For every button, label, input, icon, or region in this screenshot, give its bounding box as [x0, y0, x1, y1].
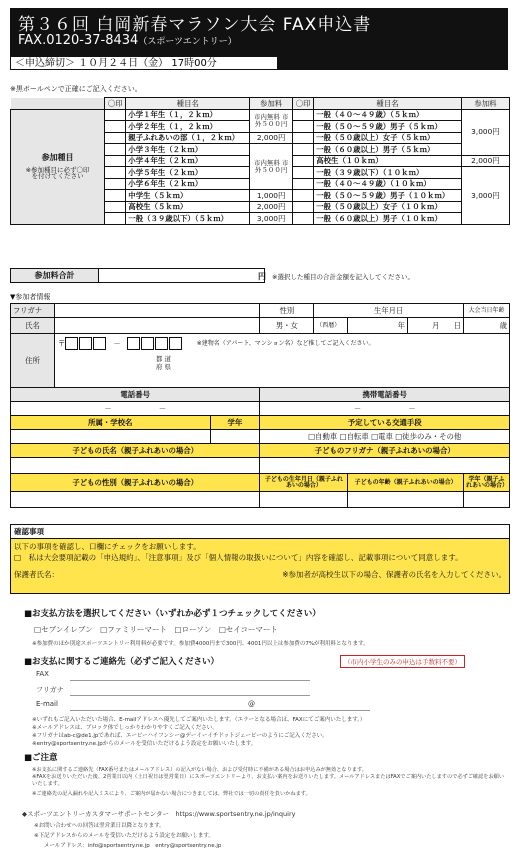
- event-name: 一般（５０歳以上）女子（５ｋｍ）: [314, 132, 462, 144]
- year-label: 年: [348, 318, 408, 334]
- furigana-field-label: フリガナ: [36, 686, 64, 694]
- category-cell: [11, 109, 105, 224]
- name-field[interactable]: [54, 318, 259, 334]
- transport-label: 予定している交通手段: [260, 416, 510, 430]
- child-grade-label: 学年（親子ふれあいの場合）: [463, 474, 509, 492]
- confirm-agree-checkbox[interactable]: □ 私は大会要項記載の「申込規約」、「注意事項」及び「個人情報の取扱いについて」内容を確認し、記載事項について同意します。: [14, 553, 463, 562]
- contact-note-1: ※いずれもご記入いただいた場合、E-mailアドレスへ優先してご案内いたします。（エラーとなる場合は、FAXにてご案内いたします。）: [32, 717, 366, 723]
- event-name: 一般（４０～４９歳）（１０ｋｍ）: [314, 178, 462, 190]
- event-fee: 3,000円: [250, 213, 293, 225]
- child-gender-label: 子どもの性別（親子ふれあいの場合）: [11, 474, 260, 492]
- event-name: 一般（３９歳以下）（５ｋｍ）: [126, 213, 250, 225]
- email-field-label: E-mail: [36, 700, 58, 708]
- child-age-field[interactable]: [348, 492, 464, 508]
- mark-cell[interactable]: [293, 132, 314, 144]
- support-line[interactable]: ◆スポーツエントリーカスタマーサポートセンター https://www.sportsentry.ne.jp/inquiry: [22, 810, 296, 818]
- notice: ※黒ボールペンで正確にご記入ください。: [10, 85, 142, 93]
- school-label: 所属・学校名: [11, 416, 211, 430]
- event-name: 中学生（５ｋｍ）: [126, 190, 250, 202]
- fax-sub: （スポーツエントリー）: [138, 37, 237, 47]
- event-name: 小学２年生（１，２ｋｍ）: [126, 121, 250, 133]
- event-name: 小学１年生（１，２ｋｍ）: [126, 109, 250, 121]
- col-mark-2: 〇印: [293, 98, 314, 110]
- contact-heading: ■お支払に関するご連絡先（必ずご記入ください）: [24, 657, 220, 667]
- deadline: ＜申込締切＞ １０月２４日（金） 17時00分: [10, 56, 278, 70]
- contact-note-2: ※メールアドレスは、ブロック体でしっかりわかりやすくご記入ください。: [32, 725, 218, 731]
- mark-cell[interactable]: [293, 213, 314, 225]
- child-furigana-field[interactable]: [260, 458, 510, 474]
- birth-label: 生年月日: [314, 304, 464, 318]
- event-name: 一般（３９歳以下）（１０ｋｍ）: [314, 167, 462, 179]
- events-table: [10, 97, 510, 225]
- gender-values[interactable]: 男・女: [260, 318, 314, 334]
- name-label: 氏名: [11, 318, 55, 334]
- col-name-2: 種目名: [314, 98, 462, 110]
- address-field[interactable]: [54, 334, 509, 388]
- child-age-label: 子どもの年齢（親子ふれあいの場合）: [348, 474, 464, 492]
- fax-label: FAX.0120-37-8434: [18, 33, 139, 48]
- furigana-line[interactable]: [70, 695, 310, 696]
- gender-label: 性別: [260, 304, 314, 318]
- fax-line[interactable]: [70, 680, 310, 681]
- fee-right-c: 3,000円: [461, 167, 509, 225]
- caution-2: ※FAXをお送りいただいた後、2営業日以内（土日祝日は翌営業日）にスポーツエントリーより、お支払い案内をお送りいたします。メールアドレスまたはFAXでご案内いたしますので必ずご確認をお願いいたします。: [32, 774, 505, 787]
- fee-right-a: 3,000円: [461, 109, 509, 155]
- caution-1: ※お支払に関するご連絡先（FAX番号またはメールアドレス）の記入がない場合、および受付時に不備がある場合はお申込みが無効となります。: [32, 767, 367, 773]
- mark-cell[interactable]: [105, 144, 126, 156]
- child-birth-label: 子どもの生年月日（親子ふれあいの場合）: [260, 474, 348, 492]
- mark-cell[interactable]: [293, 178, 314, 190]
- guardian-label[interactable]: 保護者氏名：: [14, 570, 59, 580]
- mark-cell[interactable]: [105, 132, 126, 144]
- col-fee: 参加料: [250, 98, 293, 110]
- contact-note-3: ※フリガナはab-c@de1.jpであれば、エービーハイフンシー@デーイーイチドットジェーピーのようにご記入ください。: [32, 733, 328, 739]
- mark-cell[interactable]: [105, 178, 126, 190]
- mark-cell[interactable]: [293, 121, 314, 133]
- mark-cell[interactable]: [293, 155, 314, 167]
- caution-heading: ■ご注意: [24, 753, 58, 763]
- mark-cell[interactable]: [105, 155, 126, 167]
- address-note: ※建物名（アパート、マンション名）など推してご記入ください。: [196, 339, 375, 347]
- mobile-field[interactable]: [260, 402, 510, 416]
- event-fee: 2,000円: [250, 201, 293, 213]
- mark-cell[interactable]: [105, 213, 126, 225]
- postal-box[interactable]: [79, 337, 92, 350]
- child-birth-field[interactable]: [260, 492, 348, 508]
- event-name: 小学６年生（２ｋｍ）: [126, 178, 250, 190]
- child-grade-field[interactable]: [463, 492, 509, 508]
- postal-box[interactable]: [65, 337, 78, 350]
- support-note-1: ※お問い合わせへの回答は翌営業日以降となります。: [34, 823, 165, 829]
- phone-label: 電話番号: [11, 388, 260, 402]
- guardian-note: ※参加者が高校生以下の場合、保護者の氏名を入力してください。: [282, 570, 506, 580]
- child-name-field[interactable]: [11, 458, 260, 474]
- postal-mark: 〒: [57, 338, 66, 348]
- event-name: 一般（５０～５９歳）男子（１０ｋｍ）: [314, 190, 462, 202]
- postal-box[interactable]: [93, 337, 106, 350]
- postal-box[interactable]: [127, 337, 140, 350]
- mark-cell[interactable]: [105, 167, 126, 179]
- mark-cell[interactable]: [293, 144, 314, 156]
- event-name: 一般（６０歳以上）男子（１０ｋｍ）: [314, 213, 462, 225]
- mark-cell[interactable]: [293, 190, 314, 202]
- event-fee: 1,000円: [250, 190, 293, 202]
- col-mark: 〇印: [105, 98, 126, 110]
- store-options[interactable]: □セブンイレブン □ファミリーマート □ローソン □セイコーマート: [34, 625, 278, 634]
- school-field[interactable]: [11, 430, 211, 444]
- era-label: （西暦）: [314, 318, 348, 334]
- city-note: （市内小学生のみの申込は手数料不要）: [340, 655, 465, 668]
- month-day: [408, 318, 464, 334]
- event-fee: 2,000円: [250, 132, 293, 144]
- total-unit: 円: [258, 272, 266, 281]
- grade-label: 学年: [210, 416, 260, 430]
- mobile-dash: －: [353, 403, 362, 413]
- total-note: ※選択した種目の合計金額を記入してください。: [272, 273, 414, 281]
- total-table: [10, 268, 265, 283]
- email-line[interactable]: [70, 710, 370, 711]
- event-name: 小学５年生（２ｋｍ）: [126, 167, 250, 179]
- contact-note-4: ※entry@sportsentry.ne.jpからのメールを受信いただけるよう設定をお願いいたします。: [32, 741, 257, 747]
- event-name: 高校生（５ｋｍ）: [126, 201, 250, 213]
- total-label: 参加料合計: [11, 269, 99, 283]
- mark-cell[interactable]: [105, 190, 126, 202]
- col-name: 種目名: [126, 98, 250, 110]
- support-emails: メールアドレス：info@sportsentry.ne.jp entry@sportsentry.ne.jp: [44, 843, 222, 849]
- event-name: 小学４年生（２ｋｍ）: [126, 155, 250, 167]
- mobile-label: 携帯電話番号: [260, 388, 510, 402]
- mark-cell[interactable]: [293, 109, 314, 121]
- col-fee-2: 参加料: [461, 98, 509, 110]
- event-name: 小学３年生（２ｋｍ）: [126, 144, 250, 156]
- child-gender-field[interactable]: [11, 492, 260, 508]
- mark-cell[interactable]: [105, 121, 126, 133]
- guardian-row: [11, 562, 509, 580]
- postal-dash: －: [113, 338, 121, 348]
- postal-box[interactable]: [141, 337, 154, 350]
- mobile-dash: －: [408, 403, 416, 413]
- category-label: 参加種目: [41, 152, 74, 162]
- grade-field[interactable]: [210, 430, 260, 444]
- child-name-label: 子どもの氏名（親子ふれあいの場合）: [11, 444, 260, 458]
- event-name: 一般（５０～５９歳）男子（５ｋｍ）: [314, 121, 462, 133]
- email-at: @: [248, 700, 255, 708]
- age-unit: 歳: [463, 318, 509, 334]
- fee-note: ※参加費のほか別途スポーツエントリー利用料が必要です。参加費4000円まで300円、4001円以上は参加費の7%が利用料となります。: [32, 641, 369, 647]
- payment-section: [10, 603, 510, 861]
- postal-box[interactable]: [155, 337, 168, 350]
- fee-right-b: 2,000円: [461, 155, 509, 167]
- furigana-label: フリガナ: [11, 304, 55, 318]
- event-name: 親子ふれあいの部（１，２ｋｍ）: [126, 132, 250, 144]
- child-furigana-label: 子どものフリガナ（親子ふれあいの場合）: [260, 444, 510, 458]
- category-note-1: ※参加種目に必ず〇印: [25, 165, 90, 174]
- address-label: 住所: [11, 334, 55, 388]
- confirm-line1: 以下の事項を確認し、口欄にチェックをお願いします。: [14, 542, 201, 551]
- blank-cell: [11, 98, 105, 110]
- confirm-title: 確認事項: [11, 525, 509, 539]
- event-name: 一般（５０歳以上）女子（１０ｋｍ）: [314, 201, 462, 213]
- total-amount-field[interactable]: [99, 269, 265, 283]
- fee-group-1: 市内無料 市外５００円: [250, 109, 293, 132]
- mark-cell[interactable]: [105, 109, 126, 121]
- category-note-2: を付けてください: [31, 172, 84, 180]
- mark-cell[interactable]: [105, 201, 126, 213]
- payment-heading: ■お支払方法を選択してください（いずれか必ず１つチェックしてください）: [24, 609, 321, 619]
- month-label: 月: [432, 320, 440, 330]
- day-label: 日: [453, 320, 461, 330]
- participant-table: [10, 303, 510, 508]
- furigana-field[interactable]: [54, 304, 259, 318]
- fee-group-2: 市内無料 市外５００円: [250, 144, 293, 190]
- prefecture-label: 都 道 府 県: [155, 355, 172, 371]
- confirm-section: [10, 524, 510, 594]
- support-note-2: ※下記アドレスからのメールを受信いただけるよう設定をお願いします。: [34, 833, 214, 839]
- fax-field-label: FAX: [36, 670, 49, 678]
- mark-cell[interactable]: [293, 167, 314, 179]
- fax-number: [18, 33, 237, 48]
- phone-dash: －: [104, 403, 112, 413]
- event-name: 高校生（１０ｋｍ）: [314, 155, 462, 167]
- postal-box[interactable]: [169, 337, 182, 350]
- participant-heading: ▼参加者情報: [10, 293, 51, 301]
- age-head: 大会当日年齢: [463, 304, 509, 318]
- caution-3: ※ご連絡先の記入漏れや記入ミスにより、ご案内が届かない場合につきましては、弊社では一切の責任を負いかねます。: [32, 791, 311, 797]
- mark-cell[interactable]: [293, 201, 314, 213]
- form-title: 第３６回 白岡新春マラソン大会 FAX申込書: [18, 15, 372, 35]
- event-name: 一般（６０歳以上）男子（５ｋｍ）: [314, 144, 462, 156]
- phone-field[interactable]: [11, 402, 260, 416]
- phone-dash: －: [158, 403, 167, 413]
- transport-options[interactable]: □自動車 □自転車 □電車 □徒歩のみ・その他: [260, 430, 510, 444]
- event-name: 一般（４０～４９歳）（５ｋｍ）: [314, 109, 462, 121]
